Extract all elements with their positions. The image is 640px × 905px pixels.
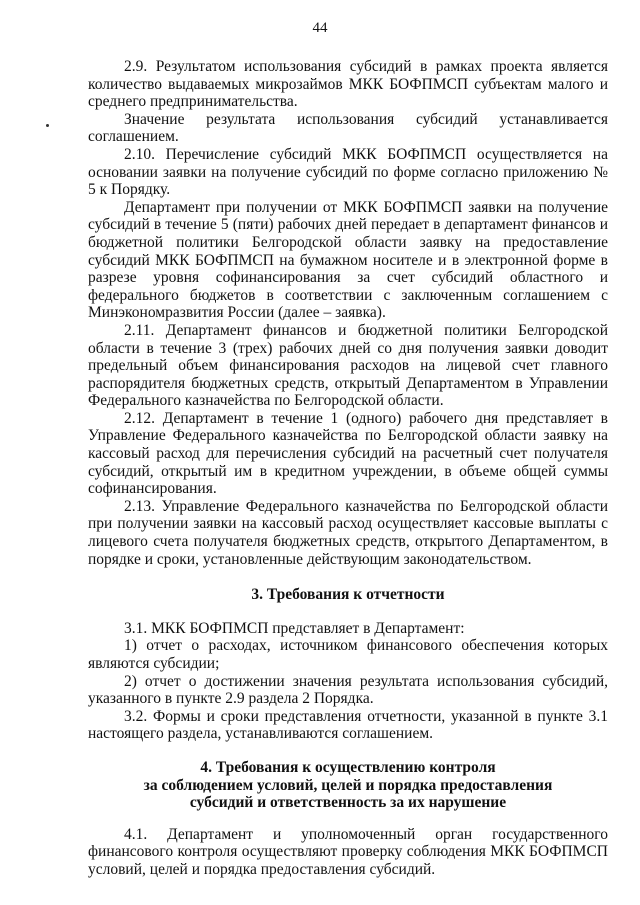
paragraph-2-9: 2.9. Результатом использования субсидий в рамках проекта является количество выдаваемых микрозаймов МКК БОФПМСП субъектам малого и среднего предпринимательства. — [88, 58, 608, 111]
document-body — [88, 58, 608, 879]
section-4-title-line-1: 4. Требования к осуществлению контроля — [200, 758, 496, 776]
section-4-title-line-2: за соблюдением условий, целей и порядка предоставления — [143, 776, 553, 794]
paragraph-3-1: 3.1. МКК БОФПМСП представляет в Департамент: — [124, 619, 465, 637]
paragraph-2-11: 2.11. Департамент финансов и бюджетной политики Белгородской области в течение 3 (трех) рабочих дней со дня получения заявки доводит предельный объем финансирования расходов на лицевой счет главного распорядителя бюджетных средств, открытый Департаментом в Управлении Федерального казначейства по Белгородской области. — [88, 321, 608, 410]
paragraph-2-10: 2.10. Перечисление субсидий МКК БОФПМСП осуществляется на основании заявки на получение субсидий по форме согласно приложению № 5 к Порядку. — [88, 145, 608, 199]
section-4-title — [88, 759, 608, 812]
paragraph-3-1-item-1: 1) отчет о расходах, источником финансового обеспечения которых являются субсидии; — [88, 637, 608, 672]
paragraph-3-1-item-2: 2) отчет о достижении значения результата использования субсидий, указанного в пункте 2.9 раздела 2 Порядка. — [88, 672, 608, 708]
scan-speck — [46, 124, 49, 127]
paragraph-3-2: 3.2. Формы и сроки представления отчетности, указанной в пункте 3.1 настоящего раздела, устанавливаются соглашением. — [88, 707, 608, 743]
section-4-title-line-3: субсидий и ответственность за их нарушение — [189, 794, 507, 812]
paragraph-4-1: 4.1. Департамент и уполномоченный орган государственного финансового контроля осуществляют проверку соблюдения МКК БОФПМСП условий, целей и порядка предоставления субсидий. — [88, 825, 608, 878]
paragraph-2-12: 2.12. Департамент в течение 1 (одного) рабочего дня представляет в Управление Федерального казначейства по Белгородской области заявку на кассовый расход для перечисления субсидий на расчетный счет получателя субсидий, открытый им в кредитном учреждении, в объеме общей суммы софинансирования. — [88, 409, 608, 498]
section-3-title: 3. Требования к отчетности — [251, 586, 445, 604]
paragraph-result-value: Значение результата использования субсидий устанавливается соглашением. — [88, 110, 608, 146]
paragraph-department-request: Департамент при получении от МКК БОФПМСП заявки на получение субсидий в течение 5 (пяти) рабочих дней передает в департамент финансов и бюджетной политики Белгородской области заявку на предоставление субсидий МКК БОФПМСП на бумажном носителе и в электронной форме в разрезе уровня софинансирования за счет субсидий областного и федерального бюджетов в соответствии с заключенным соглашением с Минэкономразвития России (далее – заявка). — [88, 198, 608, 322]
paragraph-2-13: 2.13. Управление Федерального казначейства по Белгородской области при получении заявки на кассовый расход осуществляет кассовые выплаты с лицевого счета получателя бюджетных средств, открытого Департаментом, в порядке и сроки, установленные действующим законодательством. — [88, 497, 608, 568]
page-number: 44 — [312, 20, 328, 36]
